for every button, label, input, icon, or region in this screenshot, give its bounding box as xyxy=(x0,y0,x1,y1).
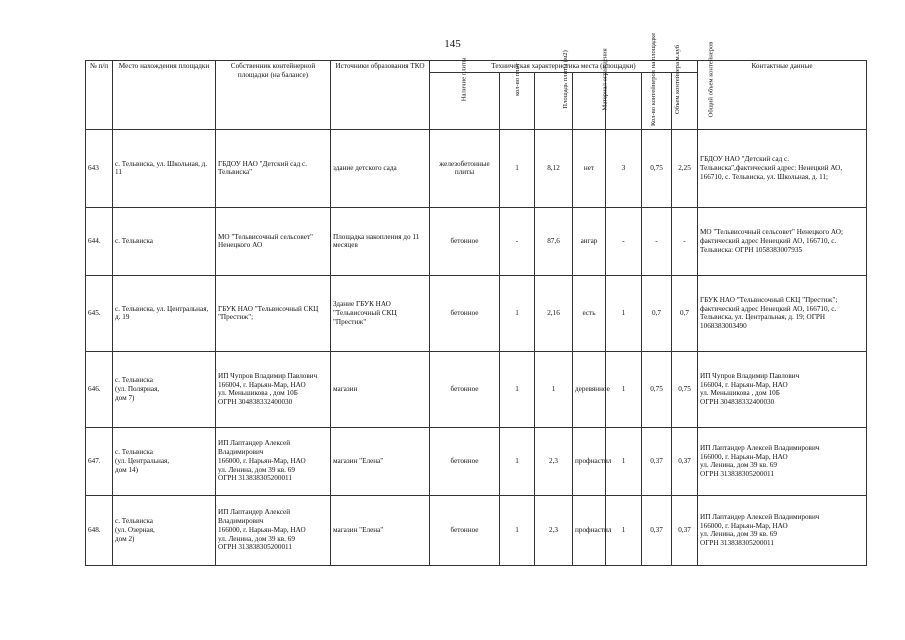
cell-plates-count: - xyxy=(500,207,535,275)
cell-plate: бетонное xyxy=(430,275,500,351)
cell-place: с. Тельвиска xyxy=(113,207,216,275)
header-plates-count: кол-во плит xyxy=(500,72,535,129)
cell-plate: бетонное xyxy=(430,207,500,275)
cell-owner: ИП Лаптандер Алексей Владимирович 166000, г. Нарьян-Мар, НАО ул. Ленина, дом 39 кв. 69 ОГРН 313838305200011 xyxy=(216,495,331,565)
cell-plate: бетонное xyxy=(430,427,500,495)
cell-volume: 0,37 xyxy=(642,495,672,565)
table-row xyxy=(86,129,867,207)
cell-num: 643 xyxy=(86,129,113,207)
cell-place: с. Тельвиска (ул. Озерная, дом 2) xyxy=(113,495,216,565)
cell-plates-count: 1 xyxy=(500,275,535,351)
cell-plates-count: 1 xyxy=(500,495,535,565)
cell-containers: 1 xyxy=(606,351,642,427)
cell-plates-count: 1 xyxy=(500,427,535,495)
header-num: № п/п xyxy=(86,61,113,130)
cell-area: 8,12 xyxy=(535,129,573,207)
cell-fence: профнастил xyxy=(573,495,606,565)
cell-contacts: ИП Чупров Владимир Павлович 166004, г. Нарьян-Мар, НАО ул. Меньшикова , дом 10Б ОГРН 304838332400030 xyxy=(698,351,867,427)
cell-volume: 0,37 xyxy=(642,427,672,495)
header-volume: Объем контейнера м.куб xyxy=(642,72,672,129)
cell-plate: железобетонные плиты xyxy=(430,129,500,207)
cell-source: магазин xyxy=(331,351,430,427)
cell-contacts: ИП Лаптандер Алексей Владимирович 166000, г. Нарьян-Мар, НАО ул. Ленина, дом 39 кв. 69 ОГРН 313838305200011 xyxy=(698,495,867,565)
cell-plate: бетонное xyxy=(430,495,500,565)
table-row xyxy=(86,207,867,275)
cell-num: 645. xyxy=(86,275,113,351)
cell-volume: 0,75 xyxy=(642,351,672,427)
cell-owner: ГБУК НАО "Тельвисочный СКЦ "Престиж"; xyxy=(216,275,331,351)
cell-place: с. Тельвиска, ул. Центральная, д. 19 xyxy=(113,275,216,351)
header-total-volume: Общий объем контейнеров xyxy=(672,72,698,129)
cell-containers: 1 xyxy=(606,427,642,495)
cell-source: Здание ГБУК НАО "Тельвисочный СКЦ "Престиж" xyxy=(331,275,430,351)
cell-num: 646. xyxy=(86,351,113,427)
cell-area: 1 xyxy=(535,351,573,427)
header-plate: Наличие плиты xyxy=(430,72,500,129)
cell-total-volume: - xyxy=(672,207,698,275)
cell-source: магазин "Елена" xyxy=(331,495,430,565)
cell-containers: 3 xyxy=(606,129,642,207)
cell-fence: нет xyxy=(573,129,606,207)
cell-owner: МО "Тельвисочный сельсовет" Ненецкого АО xyxy=(216,207,331,275)
cell-area: 87,6 xyxy=(535,207,573,275)
cell-contacts: МО "Тельвисочный сельсовет" Ненецкого АО; фактический адрес Ненецкий АО, 166710, с. Тельвиска: ОГРН 1058383007935 xyxy=(698,207,867,275)
cell-area: 2,16 xyxy=(535,275,573,351)
cell-total-volume: 0,37 xyxy=(672,495,698,565)
cell-contacts: ГБДОУ НАО "Детский сад с. Тельвиска",фактический адрес: Ненецкий АО, 166710, с. Тельвиска, ул. Школьная, д. 11; xyxy=(698,129,867,207)
header-owner: Собственник контейнерной площадки (на балансе) xyxy=(216,61,331,130)
cell-place: с. Тельвиска, ул. Школьная, д. 11 xyxy=(113,129,216,207)
cell-total-volume: 0,75 xyxy=(672,351,698,427)
cell-fence: деревянное xyxy=(573,351,606,427)
table-body xyxy=(86,129,867,565)
cell-fence: профнастил xyxy=(573,427,606,495)
cell-volume: 0,7 xyxy=(642,275,672,351)
cell-plates-count: 1 xyxy=(500,129,535,207)
page-number: 145 xyxy=(444,38,461,50)
cell-num: 647. xyxy=(86,427,113,495)
cell-place: с. Тельвиска (ул. Центральная, дом 14) xyxy=(113,427,216,495)
cell-fence: есть xyxy=(573,275,606,351)
cell-source: магазин "Елена" xyxy=(331,427,430,495)
cell-fence: ангар xyxy=(573,207,606,275)
table-row xyxy=(86,275,867,351)
table-row xyxy=(86,495,867,565)
cell-contacts: ГБУК НАО "Тельвисочный СКЦ "Престиж"; фактический адрес Ненецкий АО, 166710, с. Тельвиска, ул. Центральная, д. 19; ОГРН 1068383003490 xyxy=(698,275,867,351)
cell-source: Площадка накопления до 11 месяцев xyxy=(331,207,430,275)
header-area: Площадь плиты (м2) xyxy=(535,72,573,129)
cell-num: 648. xyxy=(86,495,113,565)
table-row xyxy=(86,427,867,495)
cell-containers: - xyxy=(606,207,642,275)
cell-total-volume: 2,25 xyxy=(672,129,698,207)
cell-owner: ИП Чупров Владимир Павлович 166004, г. Нарьян-Мар, НАО ул. Меньшикова , дом 10Б ОГРН 304838332400030 xyxy=(216,351,331,427)
cell-plates-count: 1 xyxy=(500,351,535,427)
header-place: Место нахождения площадки xyxy=(113,61,216,130)
cell-volume: 0,75 xyxy=(642,129,672,207)
cell-contacts: ИП Лаптандер Алексей Владимирович 166000, г. Нарьян-Мар, НАО ул. Ленина, дом 39 кв. 69 ОГРН 313838305200011 xyxy=(698,427,867,495)
header-fence: Материал ограждения xyxy=(573,72,606,129)
cell-source: здание детского сада xyxy=(331,129,430,207)
cell-place: с. Тельвиска (ул. Полярная, дом 7) xyxy=(113,351,216,427)
cell-area: 2,3 xyxy=(535,427,573,495)
header-source: Источники образования ТКО xyxy=(331,61,430,130)
cell-num: 644. xyxy=(86,207,113,275)
cell-area: 2,3 xyxy=(535,495,573,565)
cell-total-volume: 0,7 xyxy=(672,275,698,351)
header-contacts: Контактные данные xyxy=(698,61,867,130)
table-row xyxy=(86,351,867,427)
cell-total-volume: 0,37 xyxy=(672,427,698,495)
header-containers: Кол-во контейнеров на площадке xyxy=(606,72,642,129)
cell-owner: ИП Лаптандер Алексей Владимирович 166000, г. Нарьян-Мар, НАО ул. Ленина, дом 39 кв. 69 ОГРН 313838305200011 xyxy=(216,427,331,495)
cell-plate: бетонное xyxy=(430,351,500,427)
header-tech: Техническая характеристика места (площадки) xyxy=(430,61,698,73)
cell-owner: ГБДОУ НАО "Детский сад с. Тельвиска" xyxy=(216,129,331,207)
cell-containers: 1 xyxy=(606,275,642,351)
cell-volume: - xyxy=(642,207,672,275)
cell-containers: 1 xyxy=(606,495,642,565)
